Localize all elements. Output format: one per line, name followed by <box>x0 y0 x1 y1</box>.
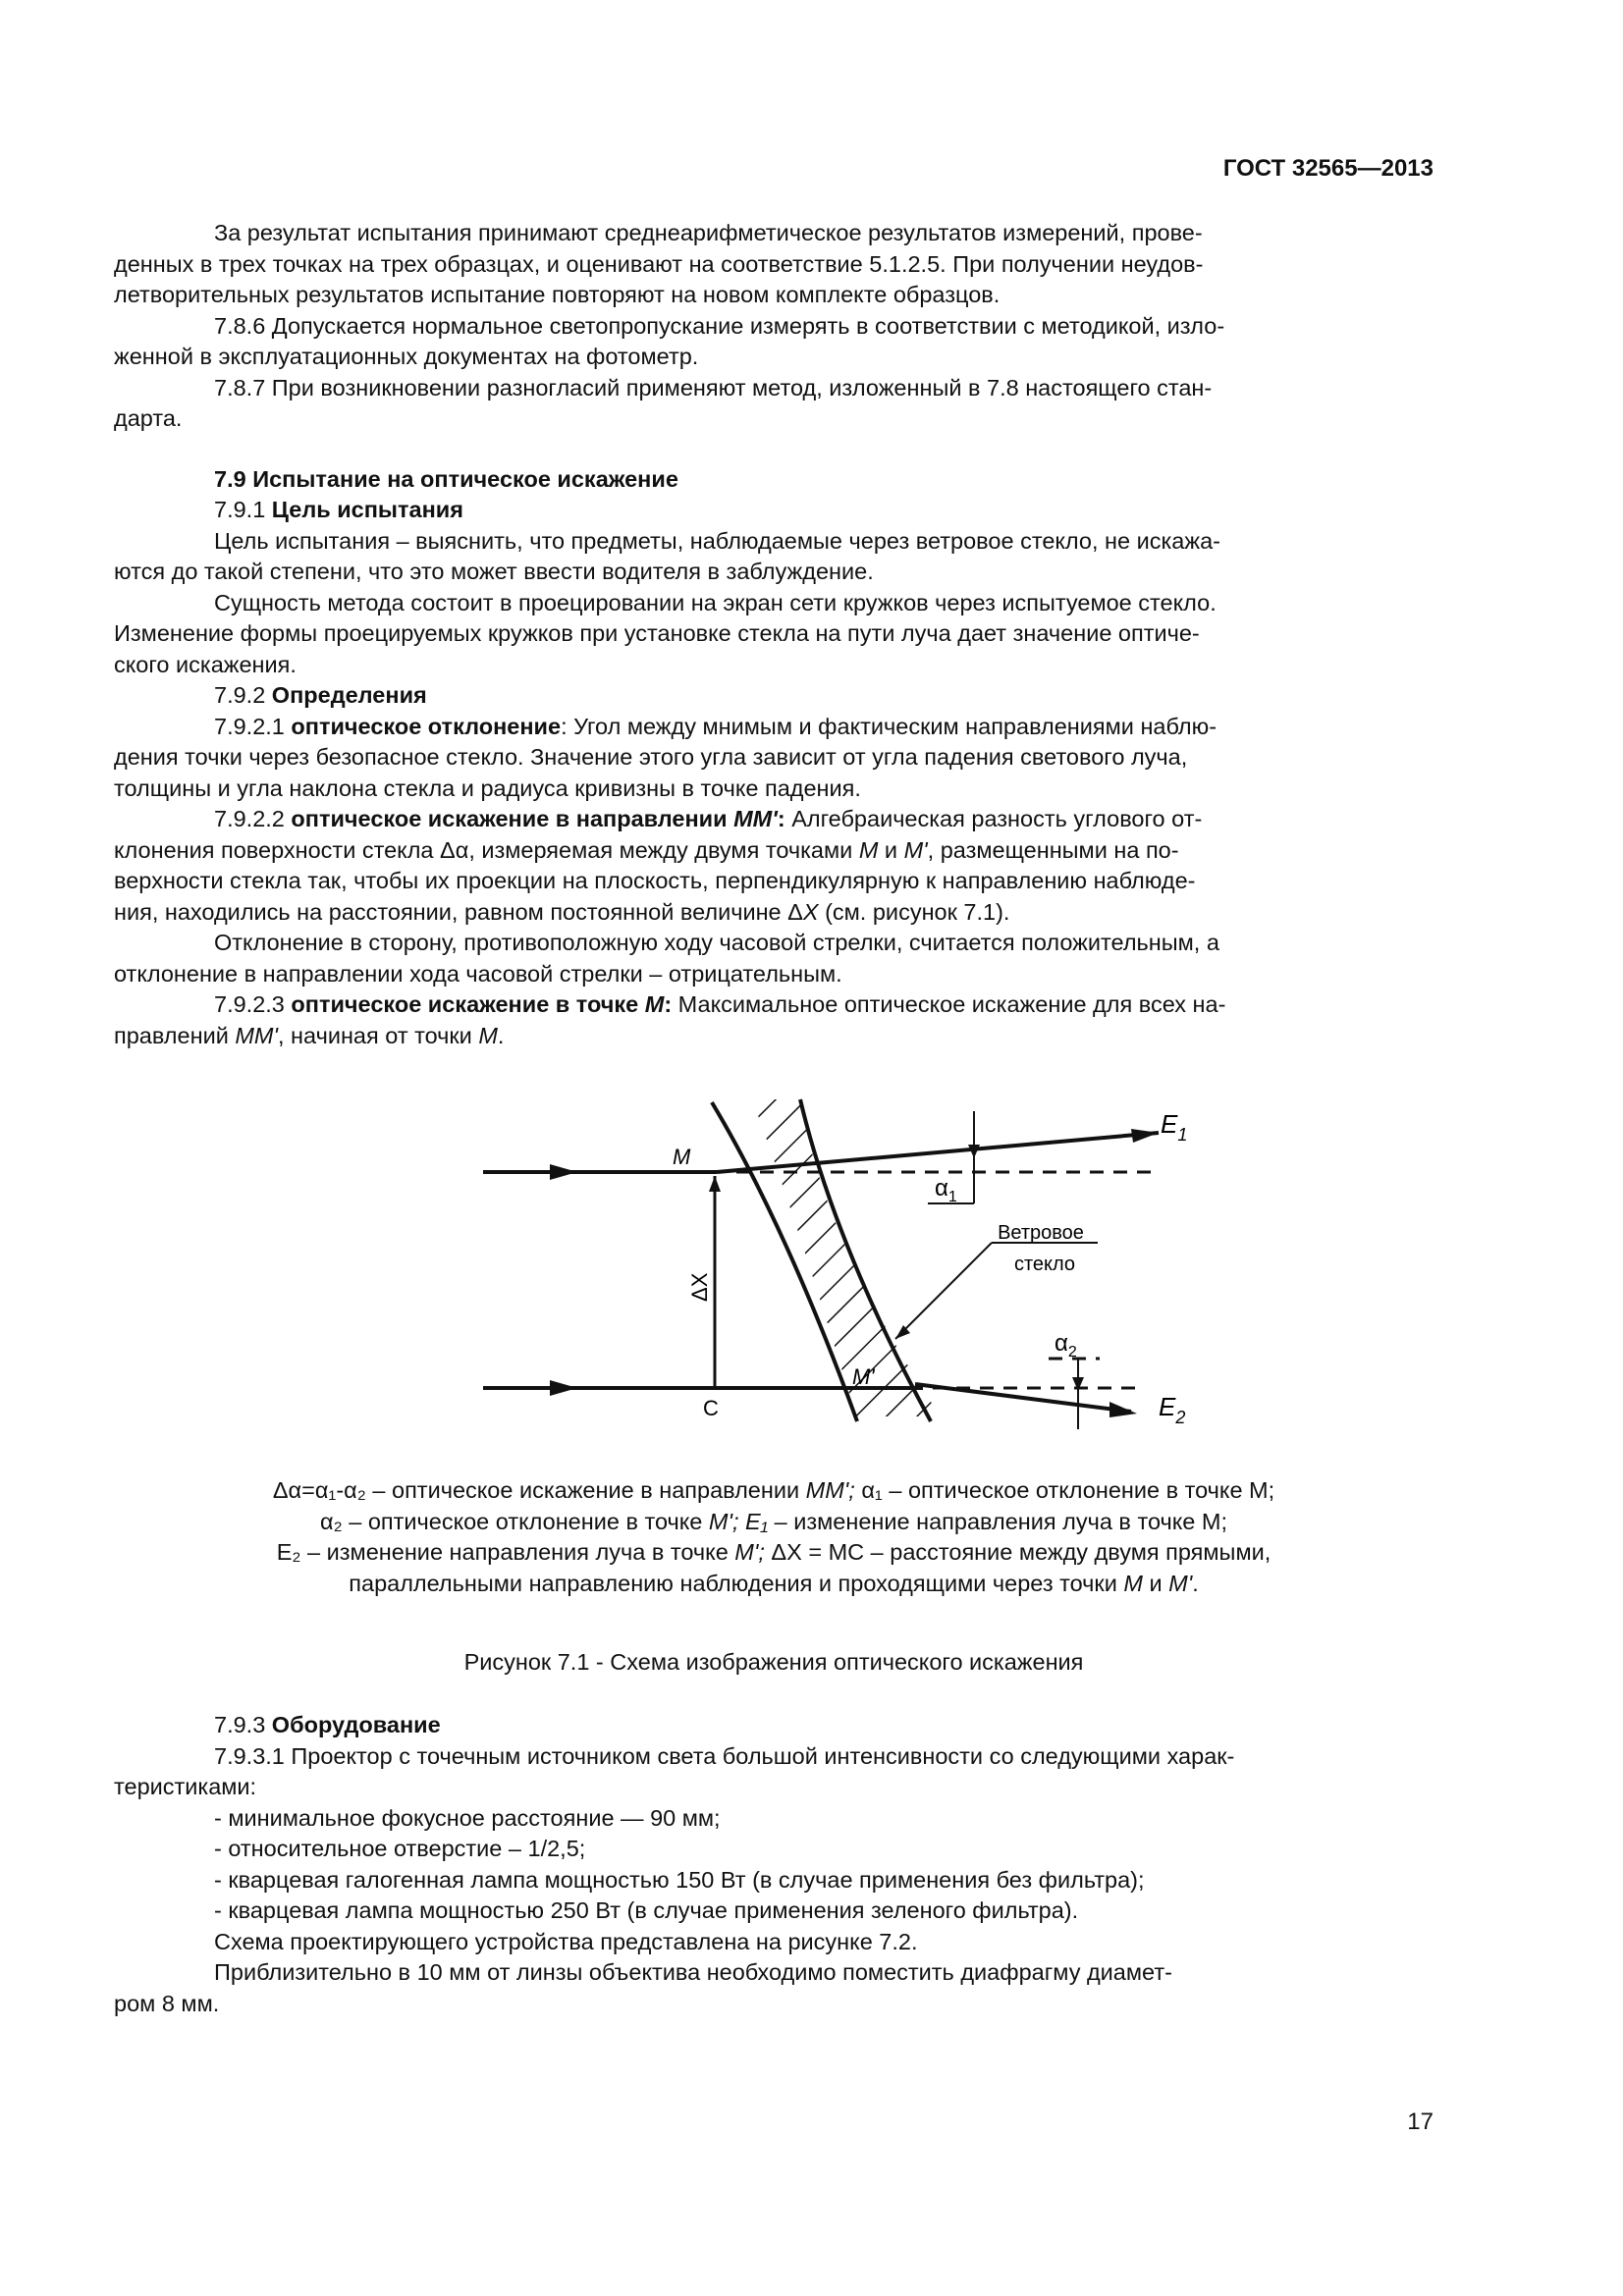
paragraph: Схема проектирующего устройства представлена на рисунке 7.2. <box>214 1928 918 1954</box>
paragraph-line: дения точки через безопасное стекло. Значение этого угла зависит от угла падения светового луча, <box>114 744 1188 770</box>
windshield-glass-shape <box>752 1099 941 1416</box>
legend-line: Δα=α₁-α₂ – оптическое искажение в направлении ММ'; α₁ – оптическое отклонение в точке М; <box>272 1477 1275 1503</box>
arrow-head-top <box>550 1164 577 1180</box>
list-item: - кварцевая галогенная лампа мощностью 150 Вт (в случае применения без фильтра); <box>214 1866 1145 1893</box>
paragraph-line: ния, находились на расстоянии, равном постоянной величине ΔX (см. рисунок 7.1). <box>114 898 1010 925</box>
label-m-prime: M' <box>852 1364 875 1389</box>
paragraph: 7.8.6 Допускается нормальное светопропускание измерять в соответствии с методикой, изло- <box>214 312 1225 339</box>
paragraph-line: Изменение формы проецируемых кружков при установке стекла на пути луча дает значение оптиче- <box>114 620 1200 646</box>
text-block-top <box>114 218 1434 1051</box>
legend-line: E₂ – изменение направления луча в точке М'; ΔX = МС – расстояние между двумя прямыми, <box>276 1539 1271 1565</box>
paragraph: 7.8.7 При возникновении разногласий применяют метод, изложенный в 7.8 настоящего стан- <box>214 374 1213 400</box>
label-alpha1: $\alpha_1$ <box>935 1175 957 1205</box>
paragraph-line: летворительных результатов испытание повторяют на новом комплекте образцов. <box>114 282 1001 307</box>
paragraph-line: теристиками: <box>114 1774 257 1799</box>
arrow-head-bottom <box>550 1380 577 1396</box>
label-windshield-2: стекло <box>1013 1254 1076 1275</box>
legend-line: параллельными направлению наблюдения и проходящими через точки М и М'. <box>349 1570 1199 1596</box>
label-windshield-1: Ветровое <box>998 1222 1084 1244</box>
list-item: - минимальное фокусное расстояние — 90 мм; <box>214 1804 721 1831</box>
paragraph-line: отклонение в направлении хода часовой стрелки – отрицательным. <box>114 960 842 987</box>
definition-7-9-2-3: 7.9.2.3 оптическое искажение в точке М: Максимальное оптическое искажение для всех на- <box>214 991 1226 1017</box>
document-header: ГОСТ 32565—2013 <box>1222 155 1434 182</box>
label-m: M <box>673 1145 691 1169</box>
definition-7-9-2-1: 7.9.2.1 оптическое отклонение: Угол между мнимым и фактическим направлениями наблю- <box>214 713 1217 739</box>
paragraph-line: денных в трех точках на трех образцах, и оценивают на соответствие 5.1.2.5. При получении неудов- <box>114 250 1204 277</box>
paragraph-line: толщины и угла наклона стекла и радиуса кривизны в точке падения. <box>114 774 861 801</box>
list-item: - кварцевая лампа мощностью 250 Вт (в случае применения зеленого фильтра). <box>214 1897 1079 1923</box>
paragraph: 7.9.3.1 Проектор с точечным источником света большой интенсивности со следующими харак- <box>214 1742 1235 1769</box>
section-heading-7-9: 7.9 Испытание на оптическое искажение <box>214 465 678 492</box>
paragraph: Сущность метода состоит в проецировании на экран сети кружков через испытуемое стекло. <box>214 589 1217 615</box>
arrow-head-e2 <box>1109 1402 1137 1417</box>
section-heading-7-9-3: 7.9.3 Оборудование <box>214 1712 441 1737</box>
page-number: 17 <box>1407 2109 1434 2135</box>
delta-x-arrow-top <box>709 1176 721 1192</box>
paragraph: За результат испытания принимают среднеарифметическое результатов измерений, прове- <box>214 220 1203 245</box>
list-item: - относительное отверстие – 1/2,5; <box>214 1836 586 1861</box>
paragraph-line: дарта. <box>114 405 183 431</box>
optical-distortion-diagram <box>471 1097 1217 1431</box>
paragraph: Отклонение в сторону, противоположную ходу часовой стрелки, считается положительным, а <box>214 930 1219 955</box>
label-delta-x: ΔX <box>687 1272 712 1302</box>
paragraph: Приблизительно в 10 мм от линзы объектива необходимо поместить диафрагму диамет- <box>214 1959 1172 1985</box>
paragraph-line: клонения поверхности стекла Δα, измеряемая между двумя точками М и М', размещенными на по- <box>114 836 1179 863</box>
paragraph-line: верхности стекла так, чтобы их проекции на плоскость, перпендикулярную к направлению наблюде- <box>114 868 1196 893</box>
figure-title: Рисунок 7.1 - Схема изображения оптического искажения <box>463 1649 1084 1675</box>
arrow-head-e1 <box>1131 1129 1159 1143</box>
paragraph-line: женной в эксплуатационных документах на фотометр. <box>114 344 699 369</box>
paragraph-line: ром 8 мм. <box>114 1990 220 2016</box>
label-alpha2: $\alpha_2$ <box>1055 1330 1077 1361</box>
figure-legend <box>114 1475 1434 1599</box>
section-heading-7-9-2: 7.9.2 Определения <box>214 682 427 708</box>
definition-7-9-2-2: 7.9.2.2 оптическое искажение в направлении ММ': Алгебраическая разность углового от- <box>214 806 1203 831</box>
glass-leader-line <box>895 1243 992 1339</box>
label-e1: $E_1$ <box>1161 1109 1188 1145</box>
label-c: C <box>703 1396 719 1420</box>
section-heading-7-9-1: 7.9.1 Цель испытания <box>214 497 463 522</box>
paragraph-line: ского искажения. <box>114 651 297 677</box>
text-block-bottom <box>114 1710 1434 2019</box>
label-e2: $E_2$ <box>1159 1392 1186 1427</box>
paragraph-line: правлений ММ', начиная от точки М. <box>114 1022 505 1048</box>
paragraph-line: ются до такой степени, что это может ввести водителя в заблуждение. <box>114 559 874 584</box>
legend-line: α₂ – оптическое отклонение в точке М'; E₁ – изменение направления луча в точке М; <box>319 1508 1227 1534</box>
paragraph: Цель испытания – выяснить, что предметы, наблюдаемые через ветровое стекло, не искажа- <box>214 527 1220 554</box>
